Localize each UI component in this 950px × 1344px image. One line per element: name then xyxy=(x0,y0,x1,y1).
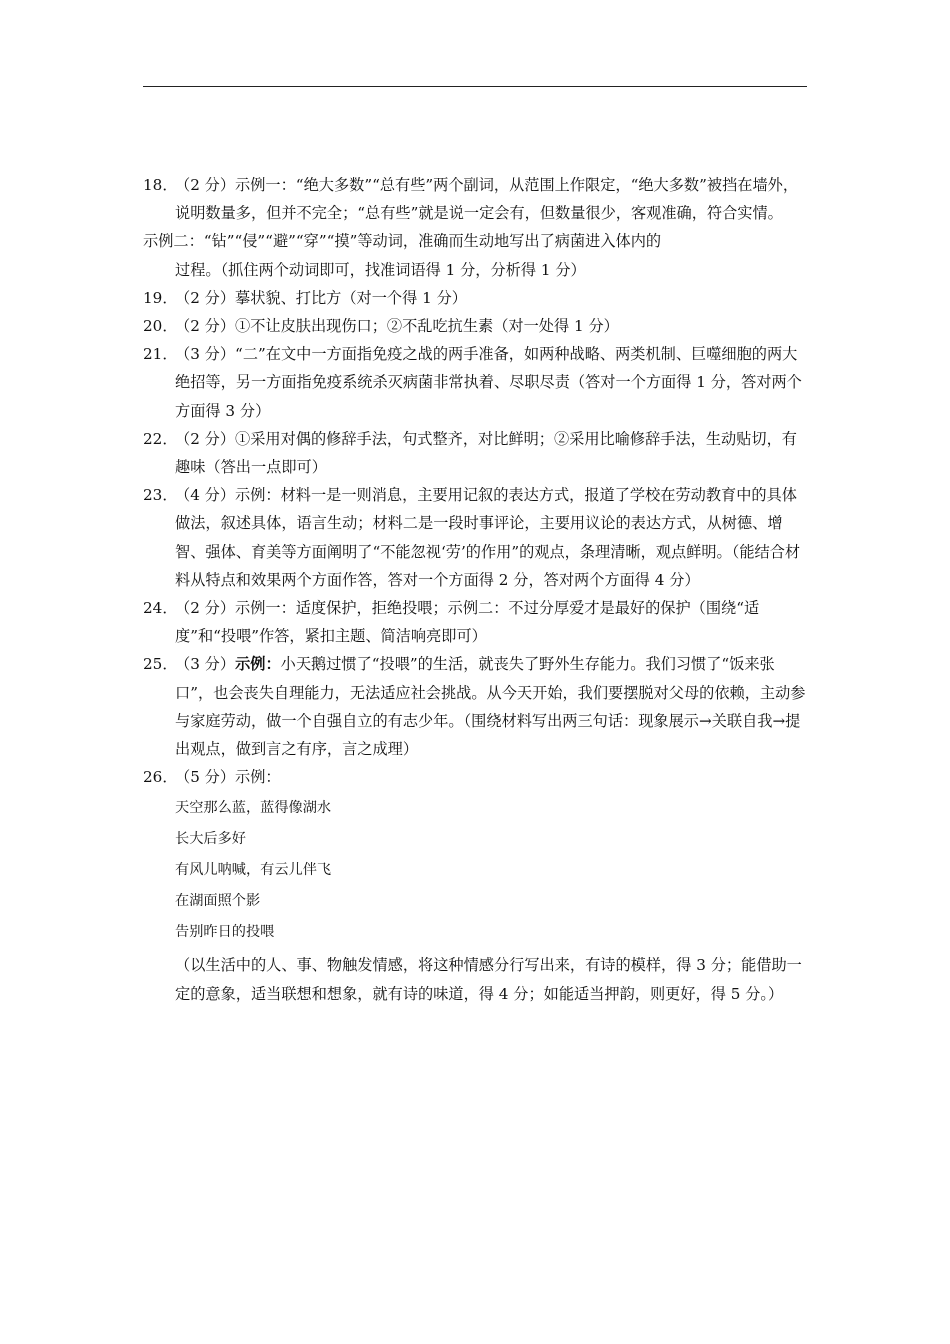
question-number: 25． xyxy=(143,655,178,674)
answer-text: （5 分）示例： xyxy=(175,768,281,787)
answer-text: （2 分）摹状貌、打比方（对一个得 1 分） xyxy=(175,288,467,307)
question-number: 24． xyxy=(143,599,178,618)
answer-text: （2 分）示例一：“绝大多数”“总有些”两个副词，从范围上作限定，“绝大多数”被挡在墙外，说明数量多，但并不完全；“总有些”就是说一定会有，但数量很少，客观准确，符合实情。 xyxy=(175,176,799,223)
question-number: 18． xyxy=(143,176,178,194)
example-poem xyxy=(143,793,807,947)
header-rule xyxy=(143,86,807,87)
answer-22 xyxy=(143,425,807,481)
poem-line: 长大后多好 xyxy=(175,831,246,848)
answer-20 xyxy=(143,312,807,340)
answer-26 xyxy=(143,763,807,791)
answer-text: （2 分）示例一：适度保护，拒绝投喂；示例二：不过分厚爱才是最好的保护（围绕“适度”和“投喂”作答，紧扣主题、简洁响亮即可） xyxy=(175,599,760,646)
answer-key xyxy=(143,171,807,1009)
answer-18-example-2: 示例二：“钻”“侵”“避”“穿”“摸”等动词，准确而生动地写出了病菌进入体内的 xyxy=(143,232,662,251)
poem-line: 在湖面照个影 xyxy=(175,892,261,909)
score-label: （3 分） xyxy=(175,655,236,674)
answer-18 xyxy=(143,171,807,227)
answer-text: （3 分）“二”在文中一方面指免疫之战的两手准备，如两种战略、两类机制、巨噬细胞的两大绝招等，另一方面指免疫系统杀灭病菌非常执着、尽职尽责（答对一个方面得 1 分，答对两个方面得 3 分） xyxy=(175,345,802,420)
question-number: 19． xyxy=(143,288,178,307)
answer-24 xyxy=(143,594,807,650)
question-number: 21． xyxy=(143,345,178,364)
example-label: 示例： xyxy=(235,655,281,674)
poem-line: 有风儿呐喊，有云儿伴飞 xyxy=(175,862,332,879)
question-number: 22． xyxy=(143,429,178,448)
answer-23 xyxy=(143,481,807,594)
poem-line: 告别昨日的投喂 xyxy=(175,923,275,940)
poem-line: 天空那么蓝，蓝得像湖水 xyxy=(175,800,332,817)
scoring-note: （以生活中的人、事、物触发情感，将这种情感分行写出来，有诗的模样，得 3 分；能借助一定的意象，适当联想和想象，就有诗的味道，得 4 分；如能适当押韵，则更好，得 5 分。） xyxy=(175,956,802,1004)
answer-text: （2 分）①采用对偶的修辞手法，句式整齐，对比鲜明；②采用比喻修辞手法，生动贴切，有趣味（答出一点即可） xyxy=(175,429,797,477)
question-number: 23． xyxy=(143,486,178,505)
answer-19 xyxy=(143,284,807,312)
answer-text: （2 分）①不让皮肤出现伤口；②不乱吃抗生素（对一处得 1 分） xyxy=(175,317,619,336)
answer-text: 小天鹅过惯了“投喂”的生活，就丧失了野外生存能力。我们习惯了“饭来张口”，也会丧失自理能力，无法适应社会挑战。从今天开始，我们要摆脱对父母的依赖，主动参与家庭劳动，做一个自强自立的有志少年。（围绕材料写出两三句话：现象展示→关联自我→提出观点，做到言之有序，言之成理） xyxy=(175,655,806,759)
question-number: 20． xyxy=(143,317,178,336)
answer-18-example-2-cont: 过程。（抓住两个动词即可，找准词语得 1 分，分析得 1 分） xyxy=(175,260,586,279)
answer-21 xyxy=(143,340,807,425)
answer-text: （4 分）示例：材料一是一则消息，主要用记叙的表达方式，报道了学校在劳动教育中的具体做法，叙述具体，语言生动；材料二是一段时事评论，主要用议论的表达方式，从树德、增智、强体、育美等方面阐明了“不能忽视‘劳’的作用”的观点，条理清晰，观点鲜明。（能结合材料从特点和效果两个方面作答，答对一个方面得 2 分，答对两个方面得 4 分） xyxy=(175,486,801,589)
answer-25 xyxy=(143,650,807,763)
question-number: 26． xyxy=(143,768,178,787)
